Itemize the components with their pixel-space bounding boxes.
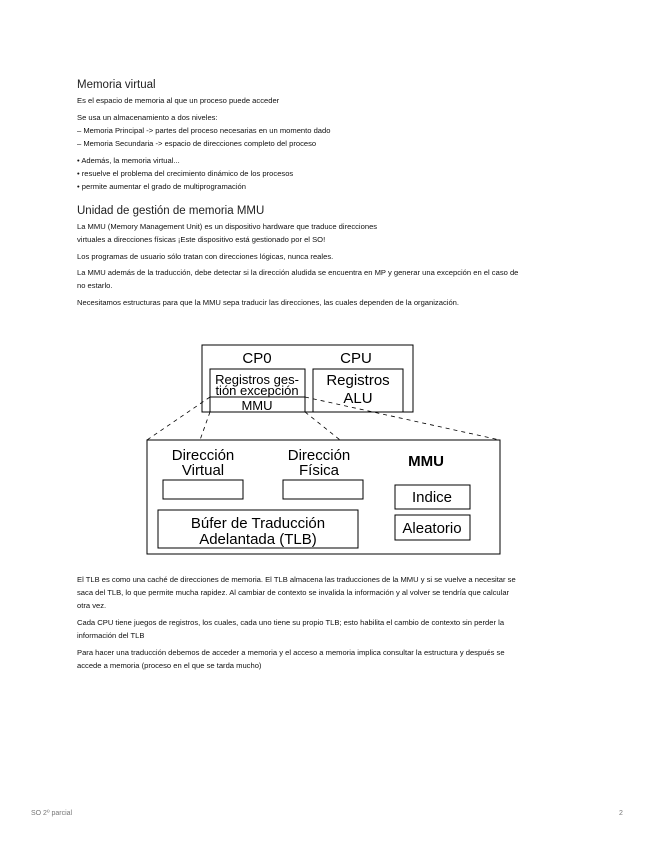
paragraph-line: información del TLB bbox=[77, 631, 145, 640]
paragraph: Se usa un almacenamiento a dos niveles: bbox=[77, 113, 218, 122]
paragraph: Los programas de usuario sólo tratan con direcciones lógicas, nunca reales. bbox=[77, 252, 334, 261]
cp0-box-line2: tión excepción bbox=[215, 383, 299, 398]
cp0-label: CP0 bbox=[242, 350, 272, 367]
cpu-label: CPU bbox=[340, 350, 372, 367]
mmu-small-label: MMU bbox=[241, 398, 273, 413]
paragraph: Es el espacio de memoria al que un proceso puede acceder bbox=[77, 96, 280, 105]
paragraph-line: El TLB es como una caché de direcciones de memoria. El TLB almacena las traducciones de la MMU y si se vuelve a necesitar se bbox=[77, 575, 516, 584]
page-number: 2 bbox=[619, 810, 623, 817]
list-item: – Memoria Secundaria -> espacio de direcciones completo del proceso bbox=[77, 139, 317, 148]
paragraph: Necesitamos estructuras para que la MMU sepa traducir las direcciones, las cuales dependen de la organización. bbox=[77, 298, 459, 307]
paragraph-line: La MMU además de la traducción, debe detectar si la dirección aludida se encuentra en MP y generar una excepción en el caso de bbox=[77, 268, 519, 277]
mmu-big-label: MMU bbox=[408, 453, 444, 470]
paragraph-line: La MMU (Memory Management Unit) es un dispositivo hardware que traduce direcciones bbox=[77, 222, 378, 231]
paragraph-line: Cada CPU tiene juegos de registros, los cuales, cada uno tiene su propio TLB; esto habilita el cambio de contexto sin perder la bbox=[77, 618, 505, 627]
paragraph-line: accede a memoria (proceso en el que se tarda mucho) bbox=[77, 661, 262, 670]
dir-virtual-line2: Virtual bbox=[181, 462, 225, 479]
indice-label: Indice bbox=[411, 489, 453, 506]
bullet-item: • permite aumentar el grado de multiprogramación bbox=[77, 182, 246, 191]
bullet-item: • Además, la memoria virtual... bbox=[77, 156, 180, 165]
dir-fisica-line1: Dirección bbox=[287, 447, 351, 464]
paragraph-line: otra vez. bbox=[77, 601, 107, 610]
dir-virtual-line1: Dirección bbox=[171, 447, 235, 464]
registros-line1: Registros bbox=[326, 372, 390, 389]
dir-virtual-field bbox=[163, 480, 243, 499]
dir-fisica-line2: Física bbox=[298, 462, 340, 479]
list-item: – Memoria Principal -> partes del proceso necesarias en un momento dado bbox=[77, 126, 331, 135]
cp0-box-line1: Registros ges- bbox=[215, 372, 299, 387]
registros-line2: ALU bbox=[343, 390, 373, 407]
paragraph-line: no estarlo. bbox=[77, 281, 113, 290]
tlb-line2: Adelantada (TLB) bbox=[199, 531, 317, 548]
footer-label: SO 2º parcial bbox=[31, 810, 73, 817]
tlb-line1: Búfer de Traducción bbox=[190, 515, 326, 532]
paragraph-line: virtuales a direcciones físicas ¡Este dispositivo está gestionado por el SO! bbox=[77, 235, 326, 244]
bullet-item: • resuelve el problema del crecimiento dinámico de los procesos bbox=[77, 169, 294, 178]
paragraph-line: Para hacer una traducción debemos de acceder a memoria y el acceso a memoria implica consultar la estructura y después se bbox=[77, 648, 505, 657]
aleatorio-label: Aleatorio bbox=[402, 520, 462, 537]
paragraph-line: saca del TLB, lo que permite mucha rapidez. Al cambiar de contexto se invalida la información y al volver se tendría que calcular bbox=[77, 588, 510, 597]
section-title-mmu: Unidad de gestión de memoria MMU bbox=[77, 205, 265, 217]
section-title-memoria-virtual: Memoria virtual bbox=[77, 79, 156, 91]
dir-fisica-field bbox=[283, 480, 363, 499]
